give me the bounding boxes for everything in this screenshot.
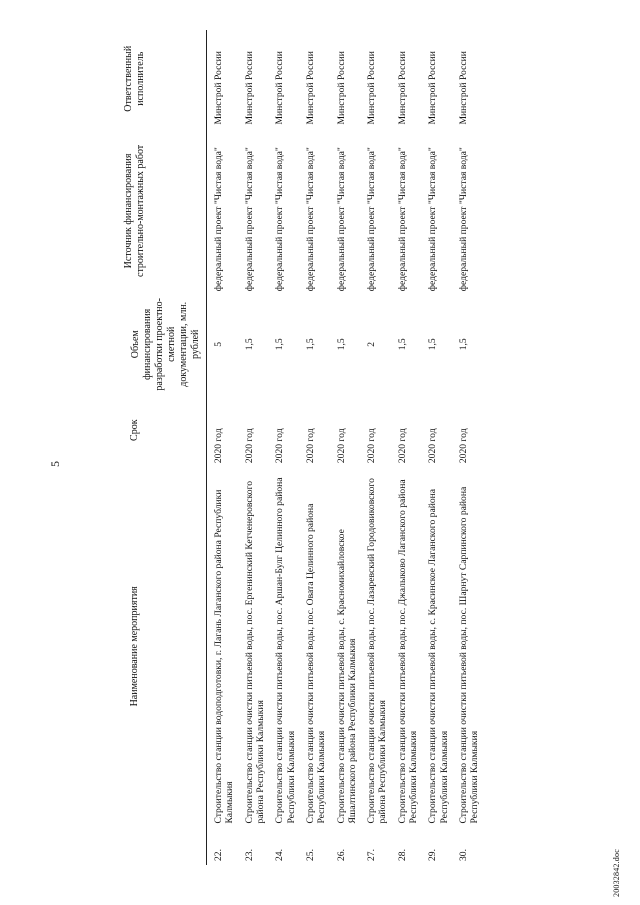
table-row [207, 30, 238, 865]
row-source: федеральный проект "Чистая вода" [458, 147, 469, 292]
row-name: Строительство станции очистки питьевой воды, пос. Аршан-Булг Целинного района Республики Калмыкия [274, 477, 297, 824]
document-footer: 20032842.doc [612, 849, 621, 897]
row-volume: 5 [213, 341, 224, 347]
header-responsible: Ответственный исполнитель [64, 30, 207, 128]
header-name: Наименование мероприятия [64, 466, 207, 826]
row-volume: 1,5 [243, 338, 255, 351]
row-term: 2020 год [458, 428, 469, 464]
row-name: Строительство станции очистки питьевой воды, с. Красинское Лаганского района Республики Калмыкия [427, 488, 450, 824]
table-row [360, 30, 391, 865]
row-number: 29. [427, 849, 439, 861]
row-name: Строительство станции очистки питьевой воды, пос. Джалыково Лаганского района Республики Калмыкия [396, 479, 420, 824]
row-source: федеральный проект "Чистая вода" [274, 147, 286, 292]
row-name: Строительство станции очистки питьевой воды, пос. Ергенинский Кетченеровского района Республики Калмыкия [243, 480, 266, 824]
row-term: 2020 год [366, 428, 378, 464]
row-term: 2020 год [304, 428, 316, 464]
table-body [207, 30, 483, 865]
row-term: 2020 год [427, 428, 439, 464]
row-term: 2020 год [274, 428, 286, 464]
row-source: федеральный проект "Чистая вода" [366, 147, 378, 292]
table-header-row [64, 30, 207, 865]
row-responsible: Минстрой России [396, 51, 408, 125]
row-number: 30. [458, 849, 469, 861]
row-number: 24. [274, 849, 286, 861]
header-volume: Объем финансирования разработки проектно-сметной документации, млн. рублей [64, 294, 207, 394]
row-responsible: Минстрой России [366, 51, 378, 125]
row-volume: 1,5 [396, 338, 408, 351]
row-number: 28. [396, 849, 408, 861]
row-name: Строительство станции очистки питьевой воды, пос. Лазаревский Городовиковского района Республики Калмыкия [366, 478, 389, 824]
row-volume: 1,5 [274, 338, 286, 351]
row-responsible: Минстрой России [274, 51, 286, 125]
row-responsible: Минстрой России [304, 51, 316, 125]
row-name: Строительство станции очистки питьевой воды, пос. Овата Целинного района Республики Калмыкия [304, 503, 328, 824]
table-row [421, 30, 452, 865]
header-source: Источник финансирования строительно-монтажных работ [64, 128, 207, 295]
row-term: 2020 год [213, 428, 224, 464]
row-responsible: Минстрой России [458, 51, 469, 125]
header-number [64, 827, 207, 865]
table-row [268, 30, 299, 865]
page-number: 5 [48, 461, 62, 467]
row-term: 2020 год [335, 428, 347, 464]
table-row [452, 30, 483, 865]
header-term: Срок [64, 394, 207, 466]
row-term: 2020 год [243, 428, 255, 464]
row-responsible: Минстрой России [243, 51, 255, 125]
row-number: 25. [304, 849, 316, 861]
row-name: Строительство станции очистки питьевой воды, с. Красномихайловское Яшалтинского района Республики Калмыкия [335, 529, 358, 824]
row-volume: 1,5 [304, 338, 316, 351]
row-volume: 1,5 [335, 338, 347, 351]
table-row [330, 30, 361, 865]
row-volume: 1,5 [427, 338, 439, 351]
row-term: 2020 год [396, 428, 408, 464]
row-volume: 1,5 [458, 338, 469, 351]
row-source: федеральный проект "Чистая вода" [396, 147, 408, 292]
row-number: 22. [213, 849, 224, 861]
row-responsible: Минстрой России [427, 51, 439, 125]
table-row [238, 30, 269, 865]
row-source: федеральный проект "Чистая вода" [427, 147, 439, 292]
row-source: федеральный проект "Чистая вода" [335, 147, 347, 292]
row-source: федеральный проект "Чистая вода" [304, 147, 316, 292]
row-number: 27. [366, 849, 378, 861]
row-number: 23. [243, 849, 255, 861]
measures-table [64, 30, 483, 865]
row-number: 26. [335, 849, 347, 861]
row-source: федеральный проект "Чистая вода" [243, 147, 255, 292]
row-responsible: Минстрой России [213, 51, 224, 125]
row-name: Строительство станции очистки питьевой воды, пос. Шарнут Сарпинского района Республики Калмыкия [458, 486, 481, 824]
table-row [391, 30, 422, 865]
row-responsible: Минстрой России [335, 51, 347, 125]
row-name: Строительство станции водоподготовки, г. Лагань Лаганского района Республики Калмыкия [213, 489, 236, 824]
table-row [299, 30, 330, 865]
row-source: федеральный проект "Чистая вода" [213, 147, 224, 292]
row-volume: 2 [366, 341, 378, 347]
